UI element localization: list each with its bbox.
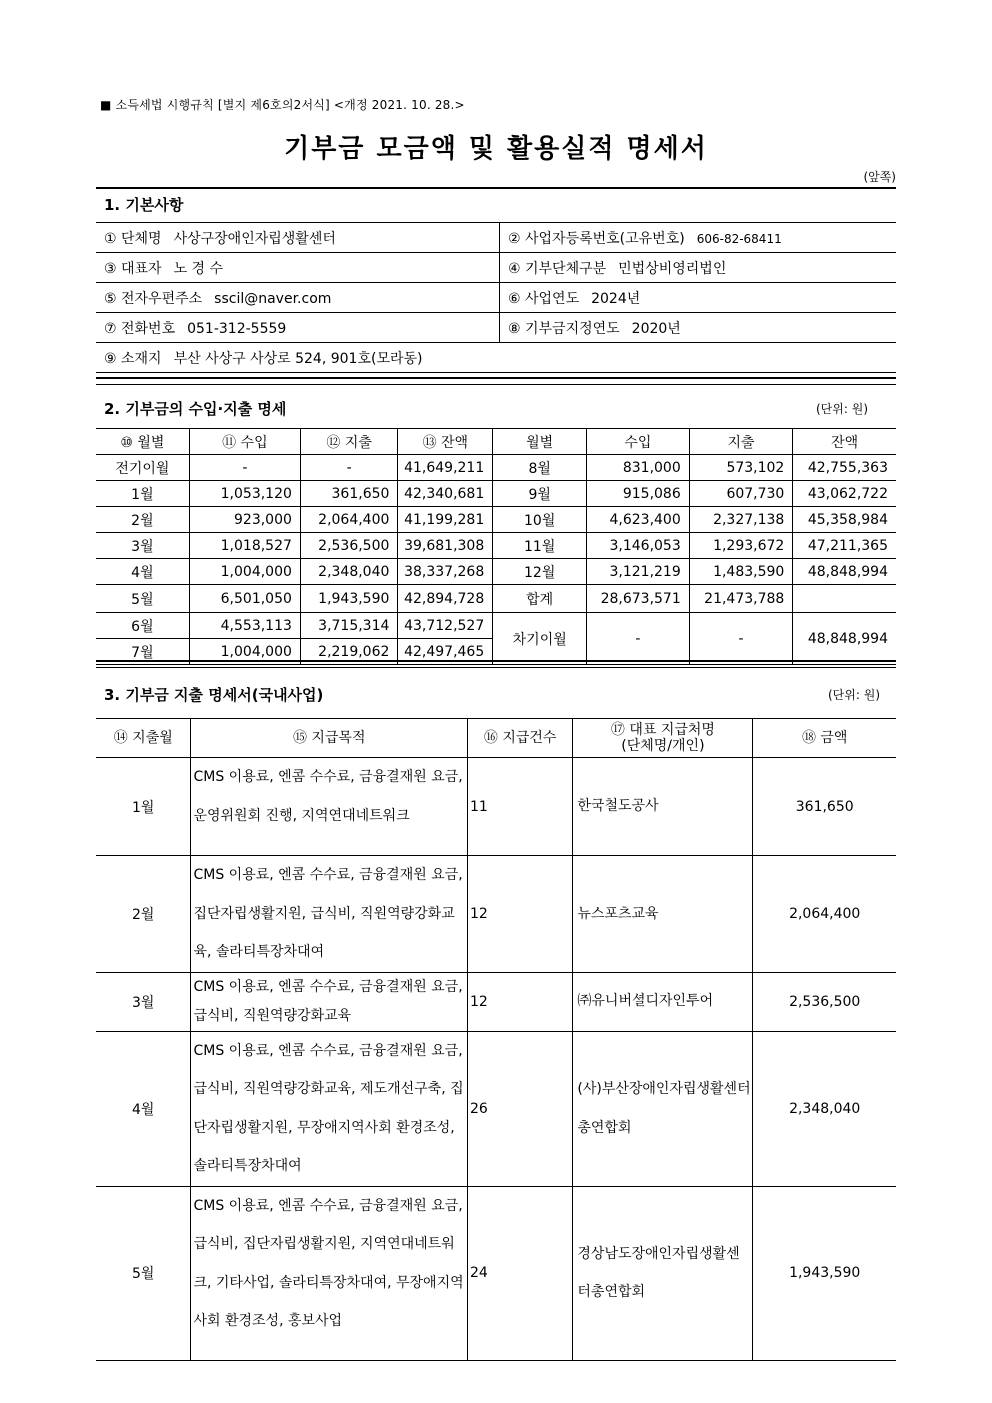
header-expense-month: ⑭ 지출월: [96, 719, 191, 758]
balance-cell: 41,649,211: [398, 455, 493, 481]
basic-info-table: [96, 222, 896, 373]
header-payee-line2: (단체명/개인): [621, 738, 705, 754]
carryover-income-cell: -: [587, 613, 690, 665]
expense-cell: 2,064,400: [300, 507, 398, 533]
month-cell: 전기이월: [96, 455, 189, 481]
header-payee: [573, 719, 753, 758]
expense-month-cell: 1월: [96, 758, 191, 856]
section2-top-rule: [96, 384, 896, 385]
basic-info-row: [96, 253, 896, 283]
income-cell: 3,121,219: [587, 559, 690, 585]
front-page-label: (앞쪽): [863, 170, 896, 184]
table-row: [96, 856, 896, 973]
table-row: [96, 585, 896, 613]
payee-cell: 뉴스포츠교육: [573, 856, 753, 973]
email-label: ⑤ 전자우편주소: [104, 290, 203, 307]
address-value: 부산 사상구 사상로 524, 901호(모라동): [173, 350, 423, 367]
balance-cell: 41,199,281: [398, 507, 493, 533]
income-cell: 1,004,000: [189, 639, 300, 665]
carryover-label-cell: 차기이월: [493, 613, 587, 665]
payee-cell: 한국철도공사: [573, 758, 753, 856]
count-cell: 12: [467, 856, 572, 973]
basic-info-row: [96, 223, 896, 253]
table-row: [96, 758, 896, 856]
income-cell: 1,018,527: [189, 533, 300, 559]
month-cell: 12월: [493, 559, 587, 585]
business-year-label: ⑥ 사업연도: [508, 290, 580, 307]
representative-value: 노 경 수: [173, 260, 224, 277]
email-value: sscil@naver.com: [214, 290, 332, 307]
expense-month-cell: 2월: [96, 856, 191, 973]
header-balance-2: 잔액: [793, 429, 896, 455]
table-row: [96, 455, 896, 481]
designation-year-value: 2020년: [631, 320, 681, 337]
expense-cell: 361,650: [300, 481, 398, 507]
total-expense-cell: 21,473,788: [689, 585, 793, 613]
expense-cell: 1,293,672: [689, 533, 793, 559]
balance-cell: 43,712,527: [398, 613, 493, 639]
month-cell: 7월: [96, 639, 189, 665]
month-cell: 2월: [96, 507, 189, 533]
count-cell: 12: [467, 972, 572, 1031]
income-cell: 6,501,050: [189, 585, 300, 613]
balance-cell: 38,337,268: [398, 559, 493, 585]
header-expense: ⑫ 지출: [300, 429, 398, 455]
basic-info-row: [96, 283, 896, 313]
expense-cell: 3,715,314: [300, 613, 398, 639]
table-header-row: [96, 429, 896, 455]
expense-cell: 2,219,062: [300, 639, 398, 665]
income-cell: 3,146,053: [587, 533, 690, 559]
expense-cell: 2,348,040: [300, 559, 398, 585]
expense-detail-table: [96, 718, 896, 1361]
section1-title: 1. 기본사항: [104, 196, 184, 214]
income-cell: 1,004,000: [189, 559, 300, 585]
phone-value: 051-312-5559: [187, 320, 287, 337]
section2-bottom-rule: [96, 660, 896, 662]
month-cell: 1월: [96, 481, 189, 507]
carryover-expense-cell: -: [689, 613, 793, 665]
payee-cell: (사)부산장애인자립생활센터총연합회: [573, 1031, 753, 1186]
business-number-label: ② 사업자등록번호(고유번호): [508, 230, 685, 247]
expense-cell: 2,327,138: [689, 507, 793, 533]
business-number-value: 606-82-68411: [696, 231, 782, 246]
amount-cell: 2,064,400: [753, 856, 896, 973]
header-expense-2: 지출: [689, 429, 793, 455]
table-row: [96, 1031, 896, 1186]
month-cell: 11월: [493, 533, 587, 559]
basic-info-row: [96, 343, 896, 373]
purpose-cell: CMS 이용료, 엔콤 수수료, 금융결재원 요금, 급식비, 직원역량강화교육, 제도개선구축, 집단자립생활지원, 무장애지역사회 환경조성, 솔라티특장차대여: [191, 1031, 467, 1186]
count-cell: 11: [467, 758, 572, 856]
balance-cell: 47,211,365: [793, 533, 896, 559]
income-cell: 831,000: [587, 455, 690, 481]
form-reference-note: ■ 소득세법 시행규칙 [별지 제6호의2서식] <개정 2021. 10. 28.>: [100, 98, 465, 112]
income-cell: 4,623,400: [587, 507, 690, 533]
expense-month-cell: 4월: [96, 1031, 191, 1186]
org-name-label: ① 단체명: [104, 230, 162, 247]
month-cell: 3월: [96, 533, 189, 559]
amount-cell: 1,943,590: [753, 1186, 896, 1360]
header-balance: ⑬ 잔액: [398, 429, 493, 455]
balance-cell: 42,497,465: [398, 639, 493, 665]
expense-cell: 573,102: [689, 455, 793, 481]
header-count-label: ⑯ 지급건수: [483, 730, 557, 746]
header-income: ⑪ 수입: [189, 429, 300, 455]
purpose-cell: CMS 이용료, 엔콤 수수료, 금융결재원 요금, 급식비, 집단자립생활지원, 지역연대네트워크, 기타사업, 솔라티특장차대여, 무장애지역사회 환경조성, 홍보사업: [191, 1186, 467, 1360]
header-month-2: 월별: [493, 429, 587, 455]
org-type-value: 민법상비영리법인: [618, 260, 727, 277]
section2-title: 2. 기부금의 수입·지출 명세: [104, 400, 287, 418]
purpose-cell: CMS 이용료, 엔콤 수수료, 금융결재원 요금, 급식비, 직원역량강화교육: [191, 972, 467, 1031]
business-year-value: 2024년: [591, 290, 641, 307]
header-month: ⑩ 월별: [96, 429, 189, 455]
table-header-row: [96, 719, 896, 758]
section1-bottom-rule: [96, 377, 896, 379]
representative-label: ③ 대표자: [104, 260, 162, 277]
header-purpose: ⑮ 지급목적: [191, 719, 467, 758]
purpose-cell: CMS 이용료, 엔콤 수수료, 금융결재원 요금, 집단자립생활지원, 급식비, 직원역량강화교육, 솔라티특장차대여: [191, 856, 467, 973]
month-cell: 10월: [493, 507, 587, 533]
total-label-cell: 합계: [493, 585, 587, 613]
month-cell: 8월: [493, 455, 587, 481]
month-cell: 6월: [96, 613, 189, 639]
section1-top-rule: [96, 187, 896, 189]
table-row: [96, 533, 896, 559]
total-balance-cell: [793, 585, 896, 613]
table-row: [96, 1186, 896, 1360]
expense-month-cell: 3월: [96, 972, 191, 1031]
income-cell: 4,553,113: [189, 613, 300, 639]
table-row: [96, 481, 896, 507]
income-cell: -: [189, 455, 300, 481]
month-cell: 9월: [493, 481, 587, 507]
balance-cell: 42,894,728: [398, 585, 493, 613]
basic-info-row: [96, 313, 896, 343]
month-cell: 5월: [96, 585, 189, 613]
month-cell: 4월: [96, 559, 189, 585]
expense-cell: 1,483,590: [689, 559, 793, 585]
amount-cell: 361,650: [753, 758, 896, 856]
designation-year-label: ⑧ 기부금지정연도: [508, 320, 620, 337]
section2-unit: (단위: 원): [816, 402, 868, 416]
expense-cell: 2,536,500: [300, 533, 398, 559]
expense-cell: -: [300, 455, 398, 481]
header-income-2: 수입: [587, 429, 690, 455]
table-row: [96, 613, 896, 639]
amount-cell: 2,348,040: [753, 1031, 896, 1186]
phone-label: ⑦ 전화번호: [104, 320, 176, 337]
count-cell: 26: [467, 1031, 572, 1186]
org-name-value: 사상구장애인자립생활센터: [173, 230, 336, 247]
header-count: [467, 719, 572, 758]
count-cell: 24: [467, 1186, 572, 1360]
org-type-label: ④ 기부단체구분: [508, 260, 607, 277]
expense-cell: 1,943,590: [300, 585, 398, 613]
header-payee-line1: ⑰ 대표 지급처명: [610, 722, 715, 738]
section3-title: 3. 기부금 지출 명세서(국내사업): [104, 686, 324, 704]
income-cell: 1,053,120: [189, 481, 300, 507]
section3-unit: (단위: 원): [828, 688, 880, 702]
total-income-cell: 28,673,571: [587, 585, 690, 613]
header-amount: ⑱ 금액: [753, 719, 896, 758]
address-label: ⑨ 소재지: [104, 350, 162, 367]
table-row: [96, 559, 896, 585]
balance-cell: 39,681,308: [398, 533, 493, 559]
balance-cell: 42,755,363: [793, 455, 896, 481]
balance-cell: 48,848,994: [793, 559, 896, 585]
expense-month-cell: 5월: [96, 1186, 191, 1360]
expense-cell: 607,730: [689, 481, 793, 507]
balance-cell: 42,340,681: [398, 481, 493, 507]
balance-cell: 43,062,722: [793, 481, 896, 507]
document-title: 기부금 모금액 및 활용실적 명세서: [284, 134, 708, 164]
income-cell: 915,086: [587, 481, 690, 507]
purpose-cell: CMS 이용료, 엔콤 수수료, 금융결재원 요금, 운영위원회 진행, 지역연대네트워크: [191, 758, 467, 856]
table-row: [96, 507, 896, 533]
balance-cell: 45,358,984: [793, 507, 896, 533]
payee-cell: ㈜유니버셜디자인투어: [573, 972, 753, 1031]
income-expense-table: [96, 428, 896, 665]
carryover-balance-cell: 48,848,994: [793, 613, 896, 665]
amount-cell: 2,536,500: [753, 972, 896, 1031]
section3-top-rule: [96, 667, 896, 668]
payee-cell: 경상남도장애인자립생활센터총연합회: [573, 1186, 753, 1360]
income-cell: 923,000: [189, 507, 300, 533]
table-row: [96, 972, 896, 1031]
